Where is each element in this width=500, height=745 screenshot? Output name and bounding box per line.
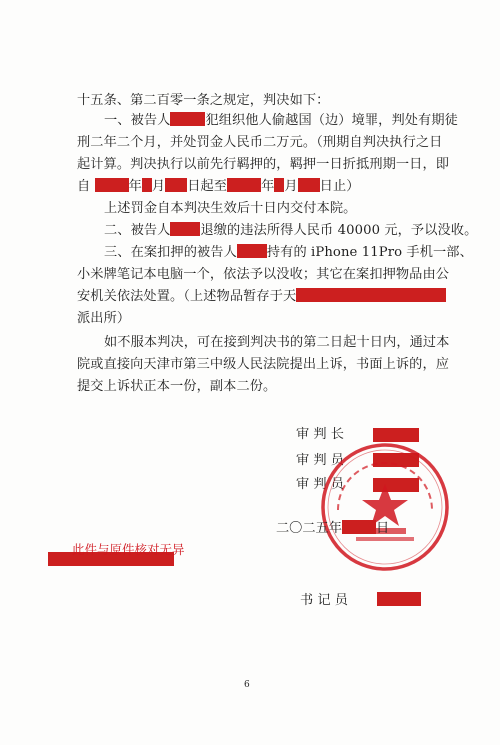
- paragraph-line: [77, 176, 449, 198]
- redaction-block: [170, 112, 205, 126]
- redaction-block: [95, 178, 129, 192]
- paragraph-line: [104, 332, 449, 354]
- text: 年: [261, 179, 275, 194]
- paragraph-line: [77, 308, 449, 330]
- redaction-block: [170, 222, 200, 236]
- text: 上述罚金自本判决生效后十日内交付本院。: [104, 201, 357, 216]
- text: 起计算。判决执行以前先行羁押的，羁押一日折抵刑期一日，即: [77, 157, 450, 172]
- text: 院或直接向天津市第三中级人民法院提出上诉，书面上诉的，应: [77, 357, 450, 372]
- paragraph-line: [77, 154, 449, 176]
- page-number: 6: [244, 680, 250, 690]
- paragraph-line: [104, 110, 458, 132]
- text: 日止）: [319, 179, 360, 194]
- paragraph-line: [104, 242, 473, 264]
- text: 刑二年二个月，并处罚金人民币二万元。（刑期自判决执行之日: [77, 135, 443, 150]
- text: 日起至: [187, 179, 228, 194]
- redaction-block: [142, 178, 152, 192]
- paragraph-line: [77, 286, 449, 308]
- text: 自: [77, 179, 91, 194]
- redaction-block: [227, 178, 261, 192]
- text: 一、被告人: [104, 113, 171, 128]
- redaction-block: [237, 244, 267, 258]
- redaction-block: [296, 288, 446, 302]
- paragraph-line: [77, 354, 449, 376]
- text: 年: [128, 179, 142, 194]
- clerk-label: 书 记 员: [300, 593, 348, 608]
- text: 如不服本判决，可在接到判决书的第二日起十日内，通过本: [104, 335, 450, 350]
- redaction-block: [165, 178, 187, 192]
- redaction-block: [342, 520, 376, 534]
- text: 犯组织他人偷越国（边）境罪，判处有期徒: [205, 113, 458, 128]
- paragraph-line: [77, 376, 449, 398]
- certification-text: 此件与原件核对无异: [72, 542, 185, 557]
- clerk-redaction: [377, 592, 421, 606]
- judgment-date: [276, 518, 389, 540]
- text: 月: [284, 179, 298, 194]
- redaction-block: [298, 178, 320, 192]
- paragraph-line: [77, 132, 449, 154]
- text: 三、在案扣押的被告人: [104, 245, 237, 260]
- paragraph-line: [77, 264, 449, 286]
- text: 提交上诉状正本一份，副本二份。: [77, 379, 277, 394]
- redaction-block: [274, 178, 284, 192]
- text: 持有的 iPhone 11Pro 手机一部、: [266, 245, 473, 260]
- juror-label: 审 判 员: [296, 477, 344, 492]
- text: 小米牌笔记本电脑一个，依法予以没收；其它在案扣押物品由公: [77, 267, 450, 282]
- text: 派出所）: [77, 311, 131, 326]
- date-suffix: 日: [375, 521, 390, 536]
- text: 二、被告人: [104, 223, 171, 238]
- chief-judge-label: 审 判 长: [296, 427, 344, 442]
- date-text: 二〇二五年: [276, 521, 342, 536]
- paragraph-line: [104, 198, 449, 220]
- judge-label: 审 判 员: [296, 453, 344, 468]
- paragraph-line: [104, 220, 478, 242]
- paragraph-line: [77, 90, 449, 112]
- text: 退缴的违法所得人民币 40000 元，予以没收。: [200, 223, 478, 238]
- text: 安机关依法处置。（上述物品暂存于天: [77, 289, 297, 304]
- court-seal-icon: [318, 440, 452, 574]
- text: 月: [151, 179, 166, 194]
- text: 十五条、第二百零一条之规定，判决如下：: [77, 93, 330, 108]
